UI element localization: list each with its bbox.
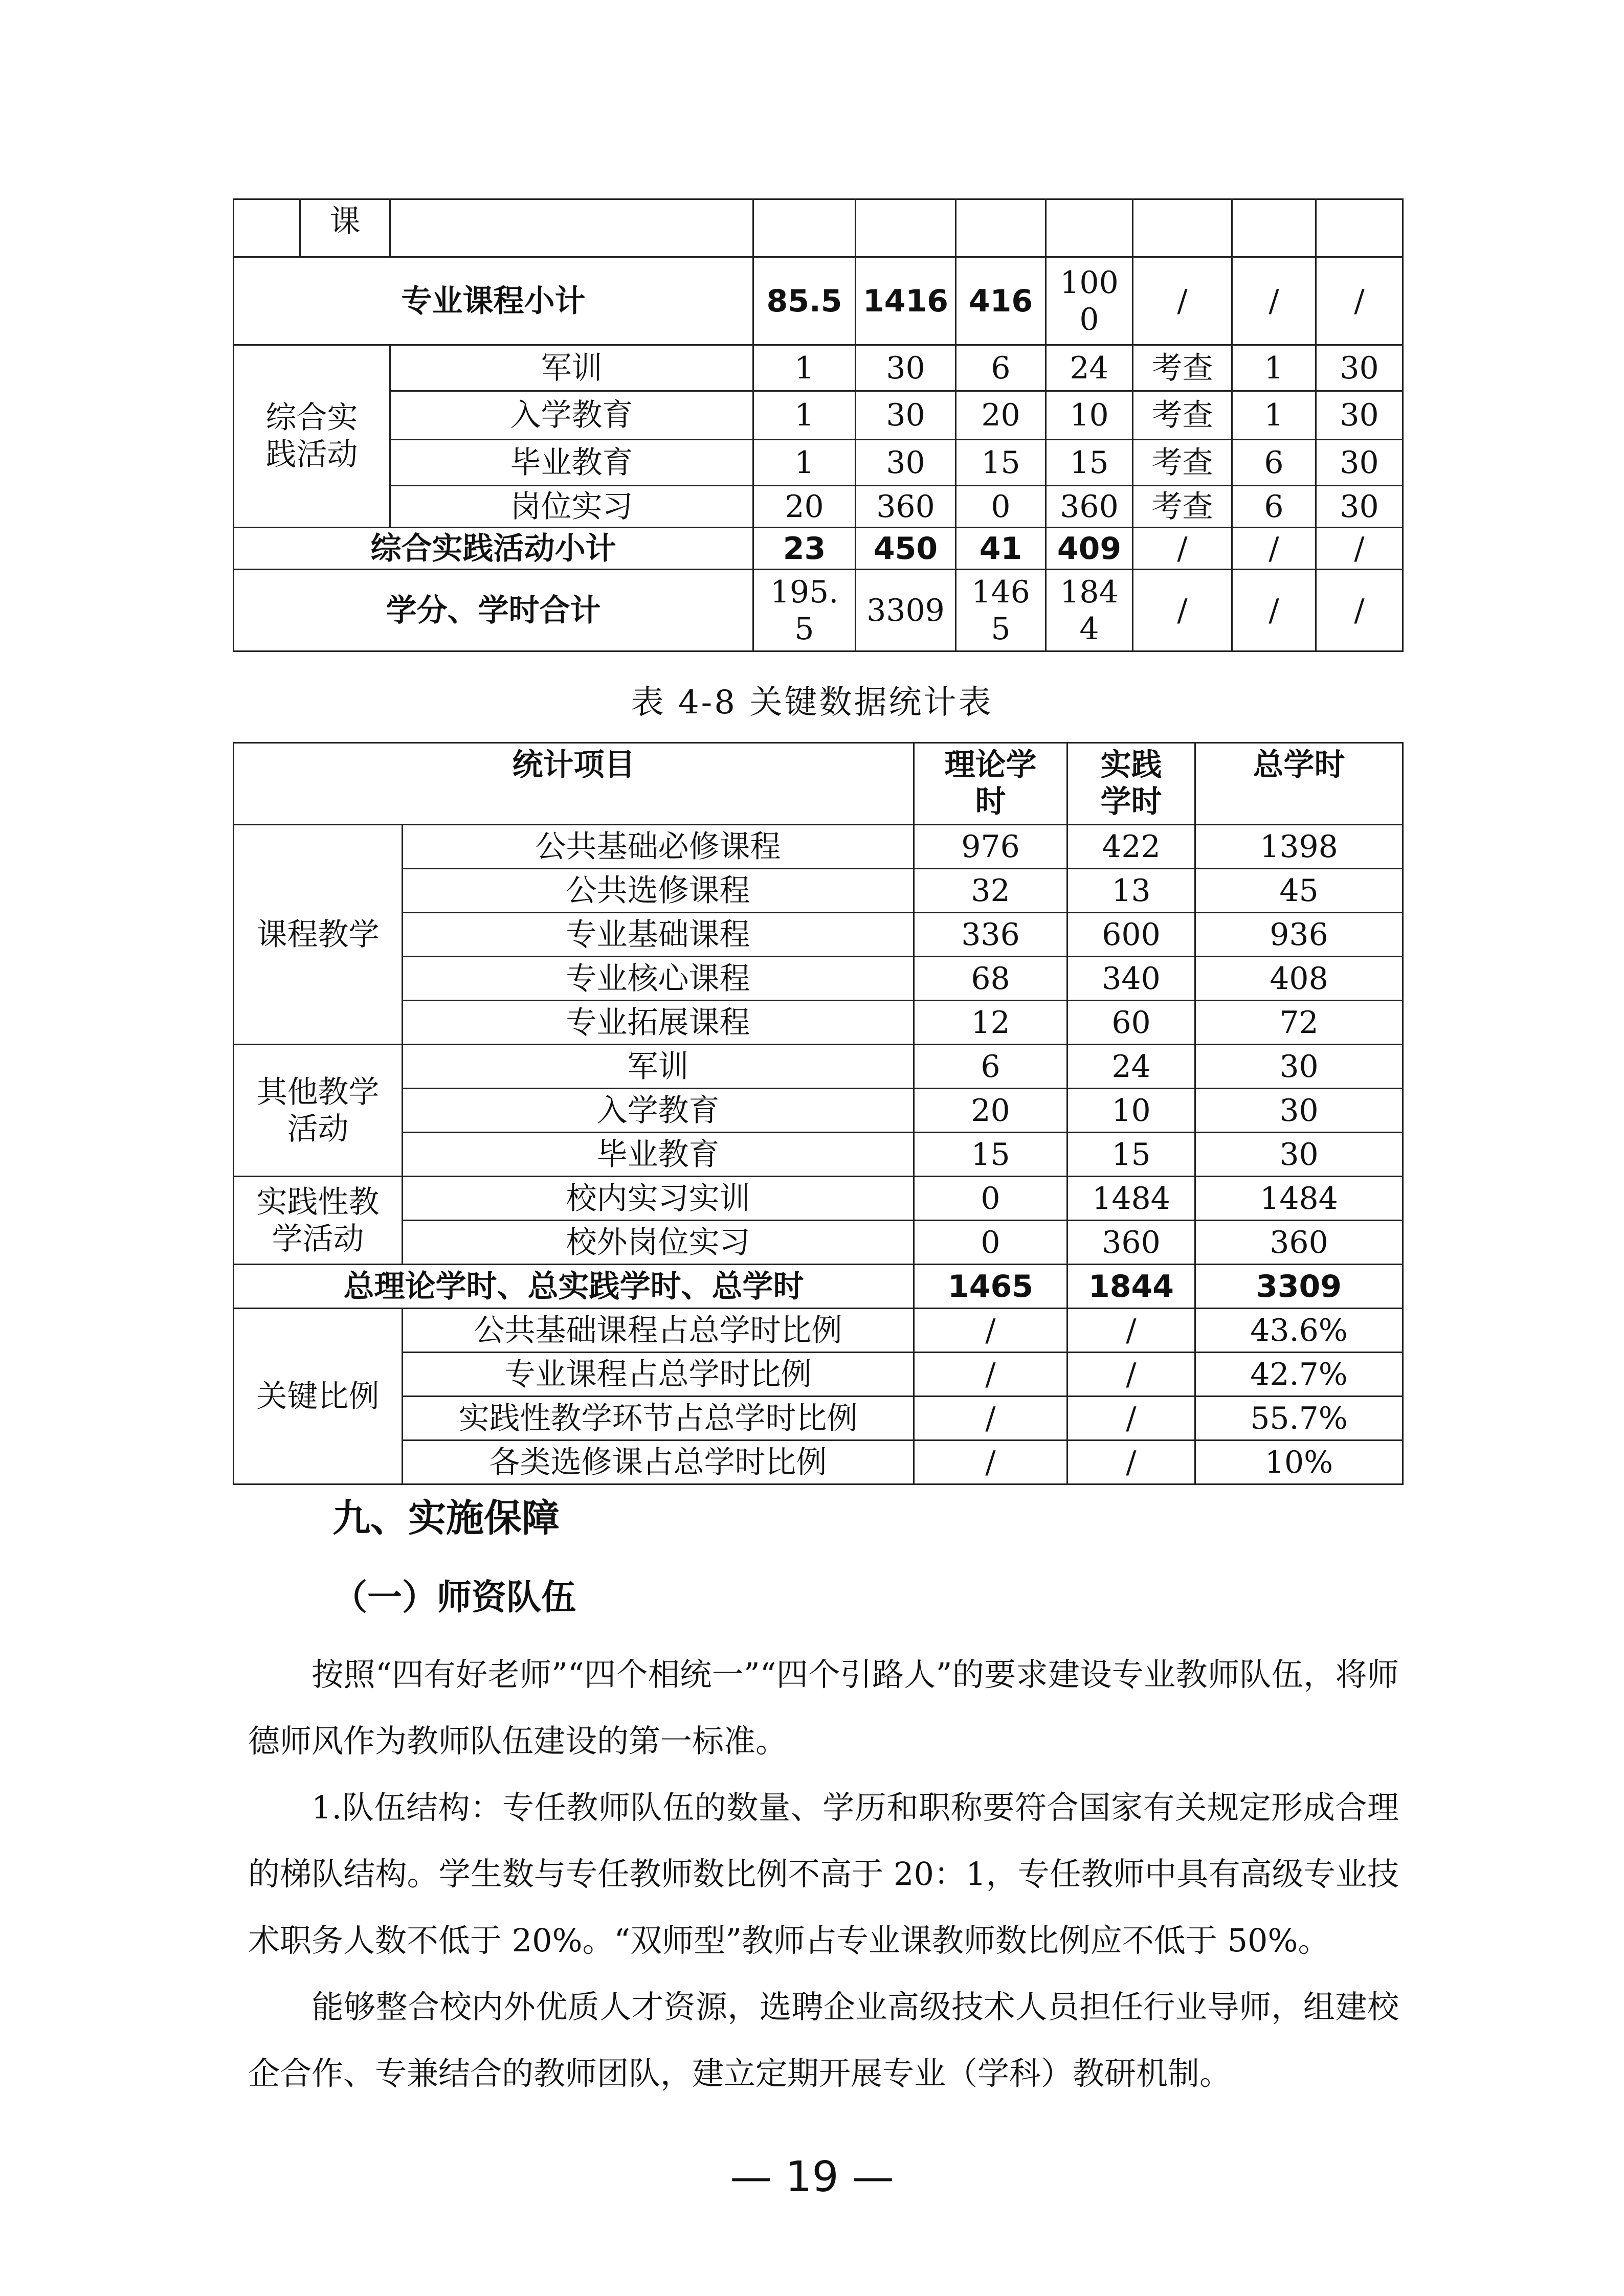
row-label: 专业基础课程 — [403, 913, 914, 957]
table-cell: 15 — [914, 1133, 1067, 1177]
table-cell: / — [914, 1353, 1067, 1397]
table-cell: 20 — [956, 391, 1046, 440]
table-cell: 1465 — [914, 1265, 1067, 1309]
table-row — [234, 345, 1403, 391]
table-cell: 15 — [1046, 440, 1133, 486]
row-label: 入学教育 — [403, 1089, 914, 1133]
table-cell: / — [1232, 570, 1316, 651]
table-cell: 976 — [914, 825, 1067, 869]
table-cell: 24 — [1067, 1045, 1195, 1089]
row-label: 学分、学时合计 — [234, 570, 753, 651]
table-cell: 184 4 — [1046, 570, 1133, 651]
table-cell: 409 — [1046, 528, 1133, 570]
table-cell: 68 — [914, 957, 1067, 1001]
table-cell: 360 — [856, 486, 956, 528]
table-row — [234, 1397, 1403, 1440]
table-cell: 24 — [1046, 345, 1133, 391]
table-row — [234, 1133, 1403, 1177]
table-cell: 3309 — [856, 570, 956, 651]
table-cell: 15 — [1067, 1133, 1195, 1177]
row-label: 实践性教学环节占总学时比例 — [403, 1397, 914, 1440]
column-header: 总学时 — [1195, 743, 1403, 825]
row-label: 专业课程占总学时比例 — [403, 1353, 914, 1397]
table-cell: 课 — [300, 199, 390, 257]
table-cell: 10 — [1046, 391, 1133, 440]
table-cell: 1 — [753, 440, 856, 486]
row-label: 军训 — [390, 345, 753, 391]
row-label: 公共基础必修课程 — [403, 825, 914, 869]
row-label: 专业课程小计 — [234, 257, 753, 345]
row-label: 校内实习实训 — [403, 1177, 914, 1221]
table-cell: 6 — [956, 345, 1046, 391]
table-cell: 1416 — [856, 257, 956, 345]
table-cell: 340 — [1067, 957, 1195, 1001]
table-row — [234, 957, 1403, 1001]
table-cell: 13 — [1067, 869, 1195, 913]
table-cell: 20 — [914, 1089, 1067, 1133]
section-heading: 九、实施保障 — [332, 1496, 560, 1540]
table-row — [234, 1353, 1403, 1397]
table-row — [234, 869, 1403, 913]
paragraph — [248, 1641, 1399, 1774]
paragraph — [248, 1774, 1399, 1974]
table-cell: 6 — [1232, 440, 1316, 486]
table-cell: 1484 — [1195, 1177, 1403, 1221]
column-header: 理论学 时 — [914, 743, 1067, 825]
row-label: 毕业教育 — [403, 1133, 914, 1177]
table-cell: / — [1067, 1397, 1195, 1440]
column-header: 实践 学时 — [1067, 743, 1195, 825]
row-label: 公共基础课程占总学时比例 — [403, 1309, 914, 1353]
table-row — [234, 391, 1403, 440]
table-cell: / — [1133, 528, 1232, 570]
table-cell: 85.5 — [753, 257, 856, 345]
table-cell: 30 — [1195, 1133, 1403, 1177]
table-cell: 1 — [1232, 391, 1316, 440]
table-cell: 1484 — [1067, 1177, 1195, 1221]
row-label: 军训 — [403, 1045, 914, 1089]
table-cell: / — [1067, 1440, 1195, 1484]
table-cell: 10% — [1195, 1440, 1403, 1484]
table-cell: 30 — [1316, 345, 1403, 391]
table-row — [234, 199, 1403, 257]
table-row — [234, 1177, 1403, 1221]
table-cell: 30 — [1316, 486, 1403, 528]
paragraph-text: 1.队伍结构：专任教师队伍的数量、学历和职称要符合国家有关规定形成合理的梯队结构。学生数与专任教师数比例不高于 20：1，专任教师中具有高级专业技术职务人数不低于 20%。“双师型”教师占专业课教师数比例应不低于 50%。 — [248, 1789, 1399, 1959]
table-cell: 72 — [1195, 1001, 1403, 1045]
table-cell: 6 — [1232, 486, 1316, 528]
table-cell: 936 — [1195, 913, 1403, 957]
total-row — [234, 570, 1403, 651]
table-cell: / — [1316, 570, 1403, 651]
table-cell: 6 — [914, 1045, 1067, 1089]
group-label: 综合实 践活动 — [234, 345, 390, 528]
paragraph — [248, 1974, 1399, 2107]
table-cell: 450 — [856, 528, 956, 570]
table-caption: 表 4-8 关键数据统计表 — [631, 684, 993, 722]
row-label: 岗位实习 — [390, 486, 753, 528]
table-cell: 360 — [1046, 486, 1133, 528]
table-cell: 55.7% — [1195, 1397, 1403, 1440]
table-cell: 30 — [856, 440, 956, 486]
table-cell: 0 — [914, 1177, 1067, 1221]
table-cell: 41 — [956, 528, 1046, 570]
group-label: 实践性教 学活动 — [234, 1177, 403, 1265]
table-cell: 42.7% — [1195, 1353, 1403, 1397]
table-cell: 30 — [1316, 391, 1403, 440]
table-cell: 考查 — [1133, 391, 1232, 440]
row-label: 公共选修课程 — [403, 869, 914, 913]
table-cell: / — [914, 1397, 1067, 1440]
row-label: 入学教育 — [390, 391, 753, 440]
paragraph-text: 按照“四有好老师”“四个相统一”“四个引路人”的要求建设专业教师队伍，将师德师风作为教师队伍建设的第一标准。 — [248, 1656, 1399, 1760]
table-row — [234, 440, 1403, 486]
table-cell: / — [1067, 1353, 1195, 1397]
table-cell: 考查 — [1133, 345, 1232, 391]
table-row — [234, 1309, 1403, 1353]
table-cell: 360 — [1067, 1221, 1195, 1265]
group-label: 课程教学 — [234, 825, 403, 1045]
table-cell: 336 — [914, 913, 1067, 957]
table-cell: 12 — [914, 1001, 1067, 1045]
table-cell: 0 — [914, 1221, 1067, 1265]
table-row — [234, 1089, 1403, 1133]
table-row — [234, 1440, 1403, 1484]
group-label: 其他教学 活动 — [234, 1045, 403, 1177]
table-cell: 考查 — [1133, 486, 1232, 528]
table-cell: 32 — [914, 869, 1067, 913]
subtotal-row — [234, 257, 1403, 345]
group-label: 关键比例 — [234, 1309, 403, 1484]
table-cell: 416 — [956, 257, 1046, 345]
table-cell: 30 — [1195, 1089, 1403, 1133]
table-cell: 146 5 — [956, 570, 1046, 651]
table-cell: / — [1067, 1309, 1195, 1353]
row-label: 校外岗位实习 — [403, 1221, 914, 1265]
table-cell: 23 — [753, 528, 856, 570]
key-data-table — [233, 742, 1404, 1485]
table-cell: / — [1232, 257, 1316, 345]
row-label: 总理论学时、总实践学时、总学时 — [234, 1265, 914, 1309]
table-cell: / — [1133, 570, 1232, 651]
table-cell: / — [1316, 257, 1403, 345]
table-cell: 考查 — [1133, 440, 1232, 486]
table-cell: 0 — [956, 486, 1046, 528]
table-cell: 100 0 — [1046, 257, 1133, 345]
subtotal-row — [234, 528, 1403, 570]
row-label: 毕业教育 — [390, 440, 753, 486]
table-cell: 30 — [856, 345, 956, 391]
table-row — [234, 486, 1403, 528]
row-label: 专业拓展课程 — [403, 1001, 914, 1045]
table-cell: 408 — [1195, 957, 1403, 1001]
header-row — [234, 743, 1403, 825]
table-row — [234, 1221, 1403, 1265]
table-cell: 360 — [1195, 1221, 1403, 1265]
table-cell: 1398 — [1195, 825, 1403, 869]
table-cell: 1 — [753, 391, 856, 440]
paragraph-text: 能够整合校内外优质人才资源，选聘企业高级技术人员担任行业导师，组建校企合作、专兼结合的教师团队，建立定期开展专业（学科）教研机制。 — [248, 1988, 1399, 2092]
table-row — [234, 913, 1403, 957]
table-cell: 10 — [1067, 1089, 1195, 1133]
table-cell: 195. 5 — [753, 570, 856, 651]
table-cell: 45 — [1195, 869, 1403, 913]
table-cell: 30 — [856, 391, 956, 440]
curriculum-credit-table — [233, 198, 1404, 652]
table-cell: 600 — [1067, 913, 1195, 957]
table-cell: 1 — [753, 345, 856, 391]
column-header: 统计项目 — [234, 743, 914, 825]
page-number: — 19 — — [730, 2153, 894, 2201]
table-cell: / — [1232, 528, 1316, 570]
table-row — [234, 1001, 1403, 1045]
table-cell: 30 — [1195, 1045, 1403, 1089]
table-cell: / — [1316, 528, 1403, 570]
table-cell: 422 — [1067, 825, 1195, 869]
total-row — [234, 1265, 1403, 1309]
table-cell: 1 — [1232, 345, 1316, 391]
table-row — [234, 825, 1403, 869]
table-row — [234, 1045, 1403, 1089]
table-cell: / — [1133, 257, 1232, 345]
table-cell: / — [914, 1440, 1067, 1484]
table-cell: 43.6% — [1195, 1309, 1403, 1353]
table-cell: 20 — [753, 486, 856, 528]
row-label: 专业核心课程 — [403, 957, 914, 1001]
table-cell — [234, 199, 300, 257]
table-cell: 1844 — [1067, 1265, 1195, 1309]
table-cell: / — [914, 1309, 1067, 1353]
table-cell: 15 — [956, 440, 1046, 486]
table-cell: 60 — [1067, 1001, 1195, 1045]
subsection-heading: （一）师资队伍 — [332, 1578, 576, 1618]
table-cell: 30 — [1316, 440, 1403, 486]
row-label: 各类选修课占总学时比例 — [403, 1440, 914, 1484]
row-label: 综合实践活动小计 — [234, 528, 753, 570]
table-cell: 3309 — [1195, 1265, 1403, 1309]
